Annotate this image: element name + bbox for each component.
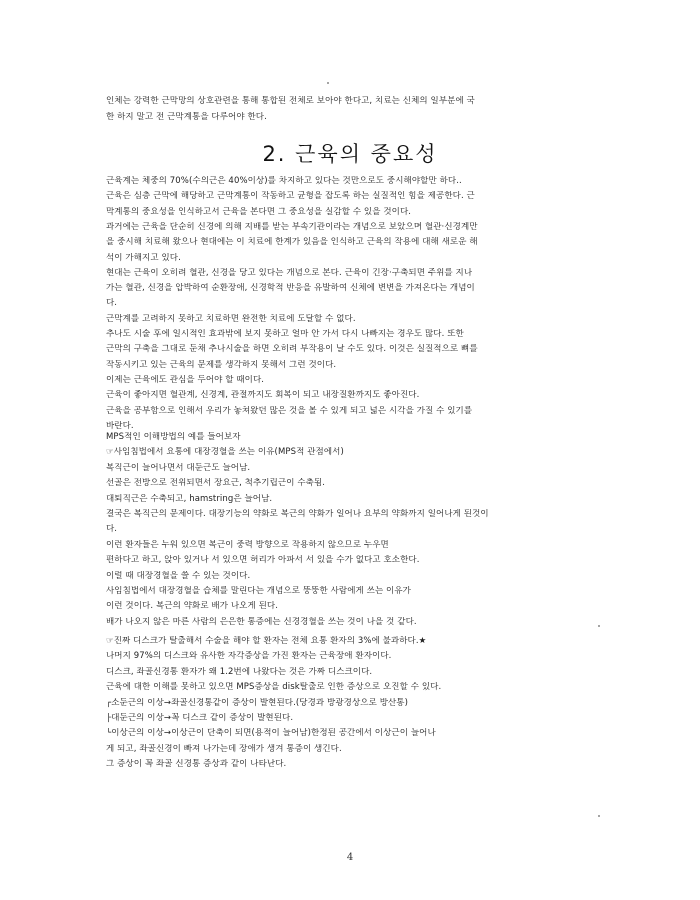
mps-line: 배가 나오지 않은 마른 사람의 은은한 통증에는 신경경혈을 쓰는 것이 나을 것 같다.	[106, 616, 417, 627]
body-line: 과거에는 근육을 단순히 신경에 의해 지배를 받는 부속기관이라는 개념으로 보았으며 혈관·신경계만	[106, 221, 478, 232]
body-line: 가는 혈관, 신경을 압박하여 순환장애, 신경학적 반응을 유발하여 신체에 변변을 가져온다는 개념이	[106, 283, 475, 294]
body-line: 근육이 좋아지면 혈관계, 신경계, 관절까지도 회복이 되고 내장질환까지도 좋아진다.	[106, 390, 420, 401]
mps-line: MPS적인 이해방법의 예를 들어보자	[106, 432, 241, 442]
mps-line: 이럴 때 대장경혈을 쓸 수 있는 것이다.	[106, 570, 251, 581]
disc-line: 게 되고, 좌골신경이 빠져 나가는데 장애가 생겨 통증이 생긴다.	[106, 743, 342, 754]
mps-line: 사임침법에서 대장경혈을 습체를 말린다는 개념으로 뚱뚱한 사람에게 쓰는 이유가	[106, 586, 411, 596]
body-line: 바란다.	[106, 420, 134, 431]
body-line: 근육은 심층 근막에 해당하고 근막계통이 작동하고 균형을 잡도록 하는 실질적인 힘을 제공한다. 근	[106, 191, 475, 202]
disc-line: ├대둔근의 이상→꼭 디스크 같이 증상이 발현된다.	[106, 713, 294, 723]
body-line: 이제는 근육에도 관심을 두어야 할 때이다.	[106, 374, 265, 385]
body-line: 근육계는 체중의 70%(수의근은 40%이상)를 차지하고 있다는 것만으로도 중시해야할만 하다..	[106, 176, 462, 186]
mps-line: 복직근이 늘어나면서 대둔근도 늘어남.	[106, 462, 251, 473]
scan-dot	[327, 82, 329, 84]
mps-line: 다.	[106, 524, 118, 535]
intro-line: 인체는 강력한 근막망의 상호관련을 통해 통합된 전체로 보아야 한다고, 치료는 신체의 일부분에 국	[106, 96, 475, 106]
body-line: 현대는 근육이 오히려 혈관, 신경을 당고 있다는 개념으로 본다. 근육이 긴장·구축되면 주위를 지나	[106, 267, 473, 278]
intro-line: 한 하지 말고 전 근막계통을 다루어야 한다.	[106, 111, 267, 122]
body-line: 추나도 시술 후에 일시적인 효과밖에 보지 못하고 얼마 안 가서 다시 나빠지는 경우도 많다. 또한	[106, 329, 464, 339]
body-line: 근육을 공부함으로 인해서 우리가 놓쳐왔던 많은 것을 볼 수 있게 되고 넓은 시각을 가질 수 있기를	[106, 405, 473, 416]
mps-line: 이런 환자들은 누워 있으면 복근이 중력 방향으로 작용하지 않으므로 누우면	[106, 539, 389, 550]
body-line: 다.	[106, 298, 118, 309]
disc-line: └이상근의 이상→이상근이 단축이 되면(용적이 늘어남)한정된 공간에서 이상근이 늘어나	[106, 728, 436, 739]
page-number: 4	[346, 852, 354, 863]
body-line: 을 중시해 치료해 왔으나 현대에는 이 치료에 한계가 있음을 인식하고 근육의 작용에 대해 새로운 해	[106, 237, 478, 248]
mps-line: 선골은 전방으로 전위되면서 장요근, 척추기립근이 수축됨.	[106, 478, 326, 489]
scan-dot	[598, 815, 600, 817]
mps-line: 이런 것이다. 복근의 약화로 배가 나오게 된다.	[106, 601, 279, 612]
disc-line: ☞진짜 디스크가 탈출해서 수술을 해야 할 환자는 전체 요통 환자의 3%에 불과하다.★	[106, 636, 427, 646]
disc-line: 그 증상이 꼭 좌골 신경통 증상과 같이 나타난다.	[106, 759, 287, 770]
disc-line: 나머지 97%의 디스크와 유사한 자각증상을 가진 환자는 근육장애 환자이다.	[106, 651, 392, 662]
disc-line: 근육에 대한 이해를 못하고 있으면 MPS증상을 disk탈출로 인한 증상으로 오진할 수 있다.	[106, 682, 442, 693]
mps-line: 대퇴직근은 수축되고, hamstring은 늘어남.	[106, 493, 273, 504]
body-line: 근막의 구축을 그대로 둔채 추나시술을 하면 오히려 부작용이 날 수도 있다. 이것은 실질적으로 뼈를	[106, 344, 478, 355]
body-line: 석이 가해지고 있다.	[106, 252, 181, 263]
mps-line: ☞사임침법에서 요통에 대장경혈을 쓰는 이유(MPS적 관점에서)	[106, 447, 344, 458]
body-line: 막계통의 중요성을 인식하고서 근육을 본다면 그 중요성을 실감할 수 있을 것이다.	[106, 206, 412, 217]
disc-line: ┌소둔근의 이상→좌골신경통같이 증상이 발현된다.(당경과 방광경상으로 방산통)	[106, 697, 409, 708]
body-line: 작동시키고 있는 근육의 문제를 생각하지 못해서 그런 것이다.	[106, 359, 337, 370]
disc-line: 디스크, 좌골신경통 환자가 왜 1.2번에 나왔다는 것은 가짜 디스크이다.	[106, 666, 373, 677]
mps-line: 결국은 복직근의 문제이다. 대장기능의 약화로 복근의 약화가 일어나 요부의 약화까지 일어나게 된것이	[106, 509, 489, 519]
mps-line: 편하다고 하고, 앉아 있거나 서 있으면 허리가 아파서 서 있을 수가 없다고 호소한다.	[106, 555, 420, 566]
section-title: 2. 근육의 중요성	[262, 142, 438, 166]
scan-dot	[598, 625, 600, 627]
body-line: 근막계를 고려하지 못하고 치료하면 완전한 치료에 도달할 수 없다.	[106, 313, 356, 324]
